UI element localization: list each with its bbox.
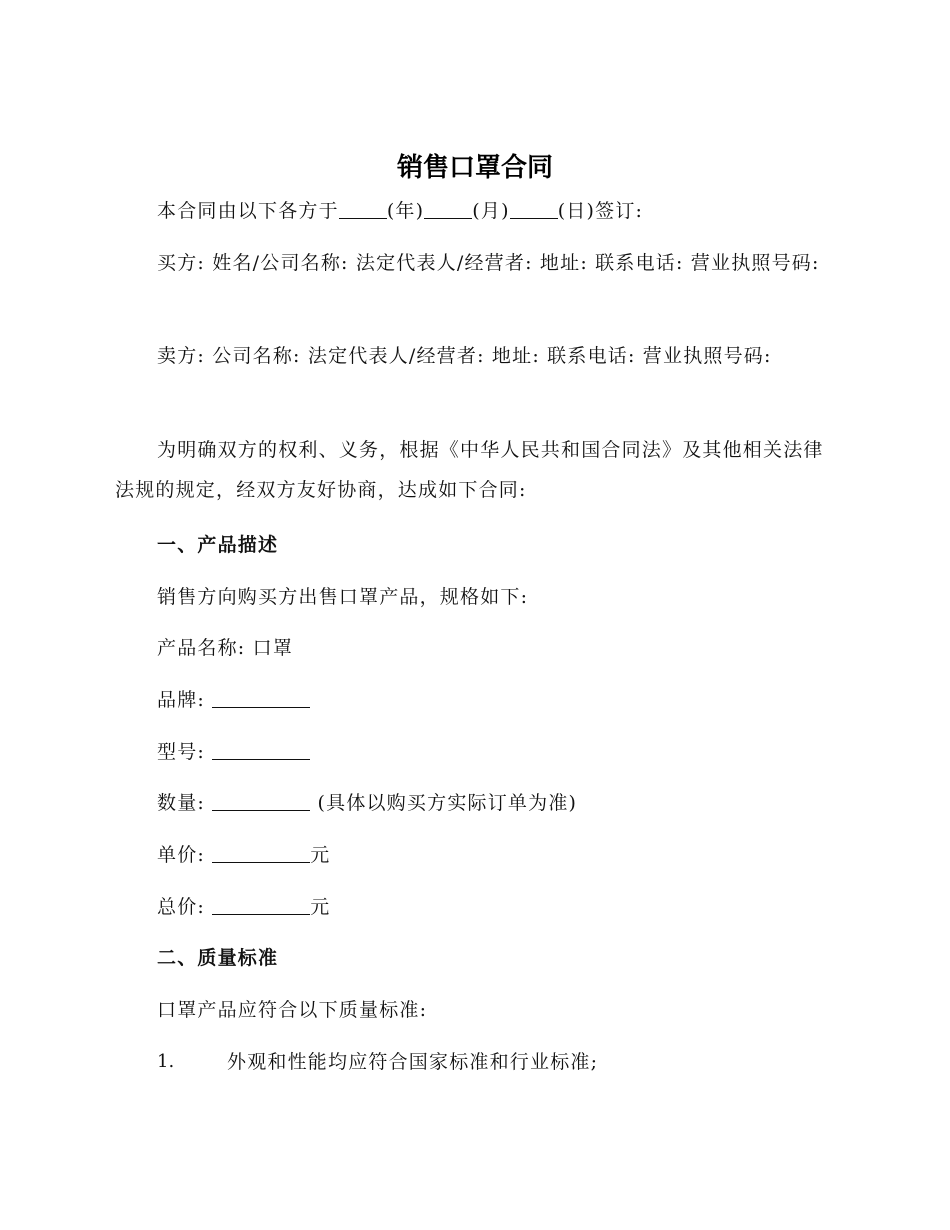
total-price-line bbox=[157, 892, 330, 922]
buyer-paragraph: 买方: 姓名/公司名称: 法定代表人/经营者: 地址: 联系电话: 营业执照号码: bbox=[157, 252, 820, 274]
section2-intro: 口罩产品应符合以下质量标准: bbox=[157, 999, 428, 1021]
unit-price-currency: 元 bbox=[310, 844, 331, 866]
day-blank bbox=[510, 198, 558, 219]
day-label: (日)签订: bbox=[557, 200, 644, 222]
product-name-line: 产品名称: 口罩 bbox=[157, 637, 294, 659]
unit-price-label: 单价: bbox=[157, 844, 206, 866]
preamble-paragraph: 为明确双方的权利、义务，根据《中华人民共和国合同法》及其他相关法律法规的规定，经双方友好协商，达成如下合同: bbox=[115, 439, 824, 501]
quantity-line bbox=[157, 788, 577, 818]
quantity-blank bbox=[212, 790, 310, 811]
section1-heading: 一、产品描述 bbox=[157, 534, 279, 556]
total-price-currency: 元 bbox=[310, 896, 331, 918]
unit-price-line bbox=[157, 840, 330, 870]
year-label: (年) bbox=[386, 200, 425, 222]
intro-line bbox=[157, 196, 643, 226]
intro-prefix: 本合同由以下各方于 bbox=[157, 200, 339, 222]
total-price-blank bbox=[212, 894, 310, 915]
year-blank bbox=[339, 198, 387, 219]
brand-line bbox=[157, 685, 310, 715]
section1-intro: 销售方向购买方出售口罩产品，规格如下: bbox=[157, 586, 529, 608]
seller-paragraph: 卖方: 公司名称: 法定代表人/经营者: 地址: 联系电话: 营业执照号码: bbox=[157, 345, 772, 367]
page-title: 销售口罩合同 bbox=[396, 153, 553, 183]
list-item-text: 外观和性能均应符合国家标准和行业标准; bbox=[227, 1051, 599, 1073]
model-line bbox=[157, 737, 310, 767]
brand-label: 品牌: bbox=[157, 689, 206, 711]
unit-price-blank bbox=[212, 842, 310, 863]
list-item-number: 1. bbox=[157, 1051, 175, 1072]
quantity-note: (具体以购买方实际订单为准) bbox=[317, 792, 578, 814]
month-blank bbox=[424, 198, 472, 219]
brand-blank bbox=[212, 687, 310, 708]
model-blank bbox=[212, 739, 310, 760]
total-price-label: 总价: bbox=[157, 896, 206, 918]
quantity-label: 数量: bbox=[157, 792, 206, 814]
model-label: 型号: bbox=[157, 741, 206, 763]
month-label: (月) bbox=[472, 200, 510, 222]
section2-heading: 二、质量标准 bbox=[157, 947, 279, 969]
